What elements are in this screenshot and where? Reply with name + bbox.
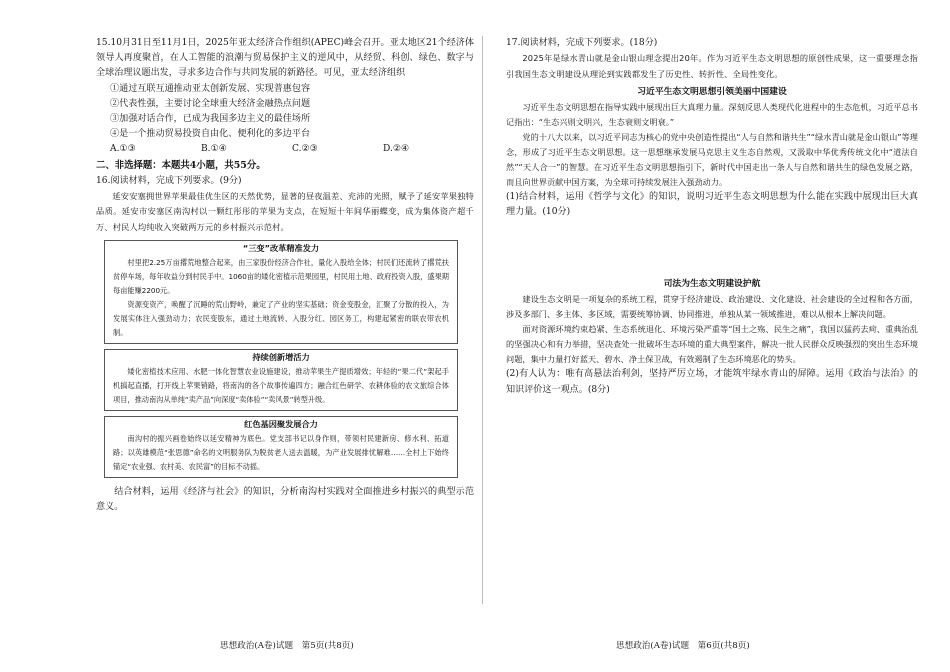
- choice-c: C.②③: [292, 144, 318, 155]
- q15-option-3: ③加强对话合作，已成为我国多边主义的最佳场所: [110, 114, 311, 125]
- material-1-title: 习近平生态文明思想引领美丽中国建设: [637, 87, 787, 98]
- material-1-paragraph-2: 党的十八大以来，以习近平同志为核心的党中央创造性提出“人与自然和谐共生”“绿水青山就是金山银山”等理念，形成了习近平生态文明思想。这一思想继承发展马克思主义生态自然观，又汲取中华优秀传统文化中“道法自然”“天人合一”的智慧。在习近平生态文明思想指引下，新时代中国走出一条人与自然和谐共生的绿色发展之路，而且向世界贡献中国方案，为全球可持续发展注入强劲动力。: [506, 132, 918, 188]
- page-divider: [482, 36, 483, 604]
- q15-option-4: ④是一个推动贸易投资自由化、便利化的多边平台: [110, 129, 311, 140]
- question-16-stem: 16.阅读材料，完成下列要求。(9分): [96, 175, 242, 186]
- right-page: [488, 0, 950, 672]
- q16-task: 结合材料，运用《经济与社会》的知识，分析南沟村实践对全面推进乡村振兴的典型示范意义。: [96, 487, 474, 513]
- material-box-2: [104, 349, 458, 411]
- box-2-title: 持续创新增活力: [252, 352, 310, 363]
- material-2-title: 司法为生态文明建设护航: [663, 279, 761, 290]
- box-3-paragraph-1: 南沟村的振兴画卷始终以延安精神为底色。党支部书记以身作则，带领村民建新房、修水利、拓道路；以英雄模范“张思德”命名的文明服务队为脱贫老人送去温暖，为产业发展排忧解难……全村上下始终锚定“农业强、农村美、农民富”的目标不动摇。: [113, 434, 449, 472]
- choice-d: D.②④: [383, 144, 410, 155]
- material-box-3: [104, 416, 458, 478]
- choice-b: B.①④: [201, 144, 227, 155]
- question-15-stem: 15.10月31日至11月1日，2025年亚太经济合作组织(APEC)峰会召开。亚太地区21个经济体领导人再度聚首，在人工智能的浪潮与贸易保护主义的逆风中，从经贸、科创、绿色、数字与全球治理议题出发，寻求多边合作与共同发展的新路径。可见，亚太经济组织: [96, 38, 474, 79]
- page-footer-left: 思想政治(A卷)试题 第5页(共8页): [220, 641, 354, 651]
- q16-intro: 延安安塞拥世界苹果最佳优生区的天然优势，显著的昼夜温差、充沛的光照，赋予了延安苹果独特品质。延安市安塞区南沟村以一颗红彤彤的苹果为支点，在短短十年间华丽蝶变，成为集体资产超千万、村民人均纯收入突破两万元的乡村振兴示范村。: [96, 190, 474, 232]
- left-column: [96, 36, 474, 515]
- question-17-stem: 17.阅读材料，完成下列要求。(18分): [506, 38, 658, 48]
- answer-space-1: [506, 220, 918, 276]
- q17-intro: 2025年是绿水青山就是金山银山理念提出20年。作为习近平生态文明思想的原创性成果，这一重要理念指引我国生态文明建设从理论到实践都发生了历史性、转折性、全局性变化。: [506, 53, 918, 79]
- box-1-title: “三变”改革精准发力: [242, 243, 320, 254]
- box-1-paragraph-1: 村里把2.25万亩撂荒地整合起来，由三家股份经济合作社，量化入股给全体；村民们还流转了撂荒扶贫停车场，每年收益分到村民手中。1060亩的矮化密植示范果园里，村民用土地、政府投资入股，盛果期每亩能赚2200元。: [113, 258, 449, 296]
- material-2-paragraph-2: 面对资源环境约束趋紧、生态系统退化、环境污染严重等“国土之殇、民生之痛”，我国以猛药去疴、重典治乱的坚强决心和有力举措，坚决查处一批破坏生态环境的重大典型案件，解决一批人民群众反映强烈的突出生态环境问题，集中力量打好蓝天、碧水、净土保卫战，有效遏制了生态环境恶化的势头。: [506, 324, 918, 365]
- sub-question-1: (1)结合材料，运用《哲学与文化》的知识，说明习近平生态文明思想为什么能在实践中展现出巨大真理力量。(10分): [506, 192, 918, 218]
- right-column: [506, 36, 918, 398]
- section-2-heading: 二、非选择题：本题共4小题，共55分。: [96, 159, 266, 171]
- material-1-paragraph-1: 习近平生态文明思想在指导实践中展现出巨大真理力量。深刻反思人类现代化进程中的生态危机，习近平总书记指出：“生态兴则文明兴，生态衰则文明衰。”: [506, 102, 918, 128]
- material-box-1: [104, 240, 458, 344]
- q15-choices: [96, 142, 474, 157]
- box-2-paragraph-1: 矮化密植技术应用、水肥一体化智慧农业设施建设，推动苹果生产提质增效；年轻的“果二代”架起手机搞起直播，打开线上苹果销路，将南沟的各个故事传遍四方；融合红色研学、农耕体验的农文旅综合体项目，推动南沟从单纯“卖产品”向深度“卖体验”“卖风景”转型升级。: [113, 367, 449, 405]
- choice-a: A.①③: [110, 144, 136, 155]
- material-2-paragraph-1: 建设生态文明是一项复杂的系统工程，贯穿于经济建设、政治建设、文化建设、社会建设的全过程和各方面，涉及多部门、多主体、多区域，需要统筹协调、协同推进，单独从某一领域推进，难以从根本上解决问题。: [506, 294, 918, 320]
- q15-option-1: ①通过互联互通推动亚太创新发展、实现普惠包容: [110, 83, 311, 94]
- page-footer-right: 思想政治(A卷)试题 第6页(共8页): [616, 641, 750, 651]
- box-3-title: 红色基因聚发展合力: [244, 419, 318, 430]
- sub-question-2: (2)有人认为：唯有高悬法治利剑，坚持严厉立场，才能筑牢绿水青山的屏障。运用《政治与法治》的知识评价这一观点。(8分): [506, 369, 918, 395]
- box-1-paragraph-2: 资源变资产，唤醒了沉睡的荒山野岭，兼定了产业的坚实基础；资金变股金，汇聚了分散的投入，为发展实体注入强劲动力；农民变股东，通过土地流转、入股分红、园区务工，构建起紧密的联农带农机制。: [113, 300, 449, 338]
- q15-option-2: ②代表性强，主要讨论全球重大经济金融热点问题: [110, 98, 311, 109]
